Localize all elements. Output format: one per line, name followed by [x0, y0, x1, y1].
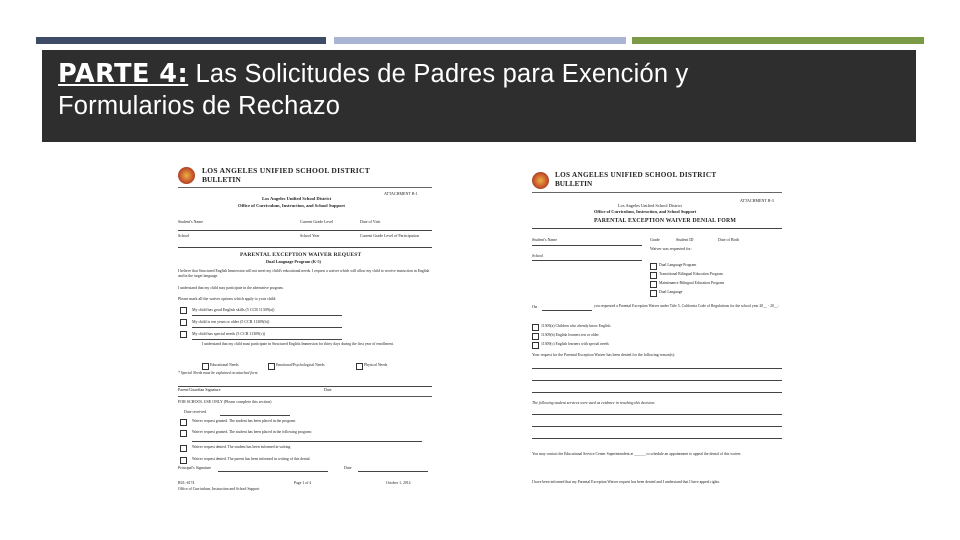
footer-office: Office of Curriculum, Instruction and School Support — [178, 487, 260, 491]
informed-text: I have been informed that my Parental Exception Waiver request has been denied and I understand that I have appeal rights. — [532, 480, 721, 484]
program-3-label: Maintenance Bilingual Education Program — [659, 281, 725, 285]
result-3-checkbox — [180, 445, 187, 452]
special-needs-note: * Special Needs must be explained on attached form — [178, 371, 258, 375]
result-4-checkbox — [180, 457, 187, 464]
result-3-label: Waiver request denied. The student has been informed in writing. — [192, 445, 292, 449]
district-name: LOS ANGELES UNIFIED SCHOOL DISTRICT — [202, 166, 371, 175]
header-rule — [532, 192, 782, 193]
bulletin-label: BULLETIN — [202, 175, 241, 184]
program-4-label: Dual Language — [659, 290, 683, 294]
reason-line-3 — [532, 392, 782, 393]
attachment-label: ATTACHMENT B-1 — [384, 191, 418, 196]
field-grade-label: Grade — [650, 237, 660, 242]
field-row-line — [532, 245, 642, 246]
program-1-checkbox — [650, 263, 657, 270]
result-4-label: Waiver request denied. The parent has been informed in writing of this denial. — [192, 457, 311, 461]
parent-date-label: Date — [324, 387, 332, 392]
option-3-note: I understand that my child must participate in Structured English Immersion for thirty days during the first year of enrollment. — [202, 342, 394, 346]
program-1-label: Dual Language Program — [659, 263, 697, 267]
title-line-1-rest: Las Solicitudes de Padres para Exención y — [188, 60, 689, 88]
district-seal-icon — [178, 167, 195, 184]
title-rule — [532, 228, 782, 229]
school-line — [532, 260, 642, 261]
footer-date: October 1, 2014 — [386, 481, 411, 485]
result-2-checkbox — [180, 430, 187, 437]
sub-option-1-checkbox — [202, 363, 209, 370]
sub-option-2-label: Emotional/Psychological Needs — [276, 363, 325, 367]
program-2-checkbox — [650, 272, 657, 279]
sub-option-3-label: Physical Needs — [364, 363, 388, 367]
on-date-line — [542, 310, 592, 311]
sub-option-1-label: Educational Needs — [210, 363, 239, 367]
principal-date-line — [358, 471, 428, 472]
on-label: On — [532, 304, 538, 309]
requested-label: Waiver was requested for: — [650, 246, 692, 251]
program-3-checkbox — [650, 281, 657, 288]
waiver-a-checkbox — [532, 324, 539, 331]
denied-reasons-text: Your request for the Parental Exception Waiver has been denied for the following reason(s): — [532, 353, 676, 357]
title-line-2: Formularios de Rechazo — [58, 92, 341, 120]
form-subtitle: Dual Language Program (K-5) — [266, 259, 321, 264]
option-1-line — [192, 315, 342, 316]
form-title: PARENTAL EXCEPTION WAIVER REQUEST — [240, 252, 362, 258]
field-program-label: Current Grade Level of Participation — [360, 233, 419, 238]
parent-signature-label: Parent/Guardian Signature — [178, 387, 221, 392]
bulletin-label: BULLETIN — [555, 180, 593, 188]
field-year-label: School Year — [300, 233, 320, 238]
reason-line-1 — [532, 368, 782, 369]
sub-option-2-checkbox — [268, 363, 275, 370]
district-name: LOS ANGELES UNIFIED SCHOOL DISTRICT — [555, 171, 717, 179]
office-line-1: Los Angeles Unified School District — [262, 196, 332, 201]
option-3-checkbox — [180, 331, 187, 338]
reason-line-2 — [532, 380, 782, 381]
intro-text: I believe that Structured English Immersion will not meet my child's educational needs. I request a waiver which will allow my child to receive instruction in English and in the target language. — [178, 269, 430, 279]
option-1-label: My child has good English skills (5 CCR 11309(a)) — [192, 307, 275, 312]
program-2-label: Transitional Bilingual Education Program — [659, 272, 723, 276]
waiver-b-checkbox — [532, 333, 539, 340]
section-separator — [178, 396, 432, 397]
field-row-1-line — [178, 230, 432, 231]
option-3-label: My child has special needs (5 CCR 11309(c)) — [192, 331, 266, 336]
footer-code: BUL-6174 — [178, 481, 195, 485]
option-2-label: My child is ten years or older (5 CCR 11309(b)) — [192, 319, 270, 324]
district-seal-icon — [532, 172, 549, 189]
slide-title — [58, 58, 898, 122]
evidence-line-3 — [532, 438, 782, 439]
waiver-b-label: 11309(b) English learners ten or older — [541, 333, 599, 337]
option-2-line — [192, 327, 342, 328]
waiver-denial-form-image — [528, 168, 784, 494]
intro-text-2: I understand that my child may participate in the alternative program. — [178, 286, 284, 290]
accent-bar-light — [334, 37, 626, 44]
title-lead: PARTE 4: — [58, 59, 189, 89]
evidence-line-1 — [532, 414, 782, 415]
result-2-line — [192, 441, 422, 442]
footer-page: Page 1 of 4 — [294, 481, 312, 485]
field-student-label: Student's Name — [178, 219, 204, 224]
sub-option-3-checkbox — [356, 363, 363, 370]
accent-bar-dark — [36, 37, 326, 44]
result-2-label: Waiver request granted. The student has been placed in the following program: — [192, 430, 312, 434]
program-4-checkbox — [650, 290, 657, 297]
contact-text: You may contact the Educational Service Center Superintendent at ______ to schedule an appointment to appeal the denial of this waiver. — [532, 452, 742, 456]
result-1-checkbox — [180, 419, 187, 426]
title-line-1 — [58, 58, 898, 90]
field-school-label: School — [178, 233, 190, 238]
field-id-label: Student ID — [676, 237, 694, 242]
header-rule — [178, 187, 432, 188]
form-title: PARENTAL EXCEPTION WAIVER DENIAL FORM — [594, 218, 737, 224]
date-received-label: Date received — [184, 409, 207, 414]
waiver-c-checkbox — [532, 342, 539, 349]
field-date-label: Date of Visit — [360, 219, 381, 224]
office-line-2: Office of Curriculum, Instruction, and School Support — [238, 203, 345, 208]
choose-text: Please mark all the waiver options which apply to your child: — [178, 296, 277, 301]
evidence-text: The following student services were used as evidence in reaching this decision: — [532, 401, 656, 405]
option-3-line — [192, 339, 342, 340]
option-2-checkbox — [180, 319, 187, 326]
office-use-heading: FOR SCHOOL USE ONLY (Please complete this section) — [178, 399, 272, 404]
on-text: you requested a Parental Exception Waiver under Title 5, California Code of Regulations for the school year 20__ - 20__: — [594, 304, 779, 308]
waiver-a-label: 11309(a) Children who already know English — [541, 324, 611, 328]
principal-signature-line — [218, 471, 328, 472]
accent-bar-green — [632, 37, 924, 44]
option-1-checkbox — [180, 307, 187, 314]
principal-signature-label: Principal's Signature — [178, 465, 212, 470]
office-line-2: Office of Curriculum, Instruction, and School Support — [594, 209, 697, 214]
office-line-1: Los Angeles Unified School District — [618, 203, 682, 208]
principal-date-label: Date — [344, 465, 352, 470]
field-grade-label: Current Grade Level — [300, 219, 334, 224]
waiver-c-label: 11309(c) English learners with special needs — [541, 342, 609, 346]
result-1-label: Waiver request granted. The student has been placed in the program. — [192, 419, 297, 423]
field-row-2-line — [178, 247, 432, 248]
date-received-line — [220, 415, 290, 416]
field-birth-label: Date of Birth — [718, 237, 740, 242]
evidence-line-2 — [532, 426, 782, 427]
attachment-label: ATTACHMENT B-3 — [740, 198, 774, 203]
waiver-request-form-image — [174, 160, 436, 497]
field-school-label: School — [532, 253, 544, 258]
field-student-label: Student's Name — [532, 237, 558, 242]
